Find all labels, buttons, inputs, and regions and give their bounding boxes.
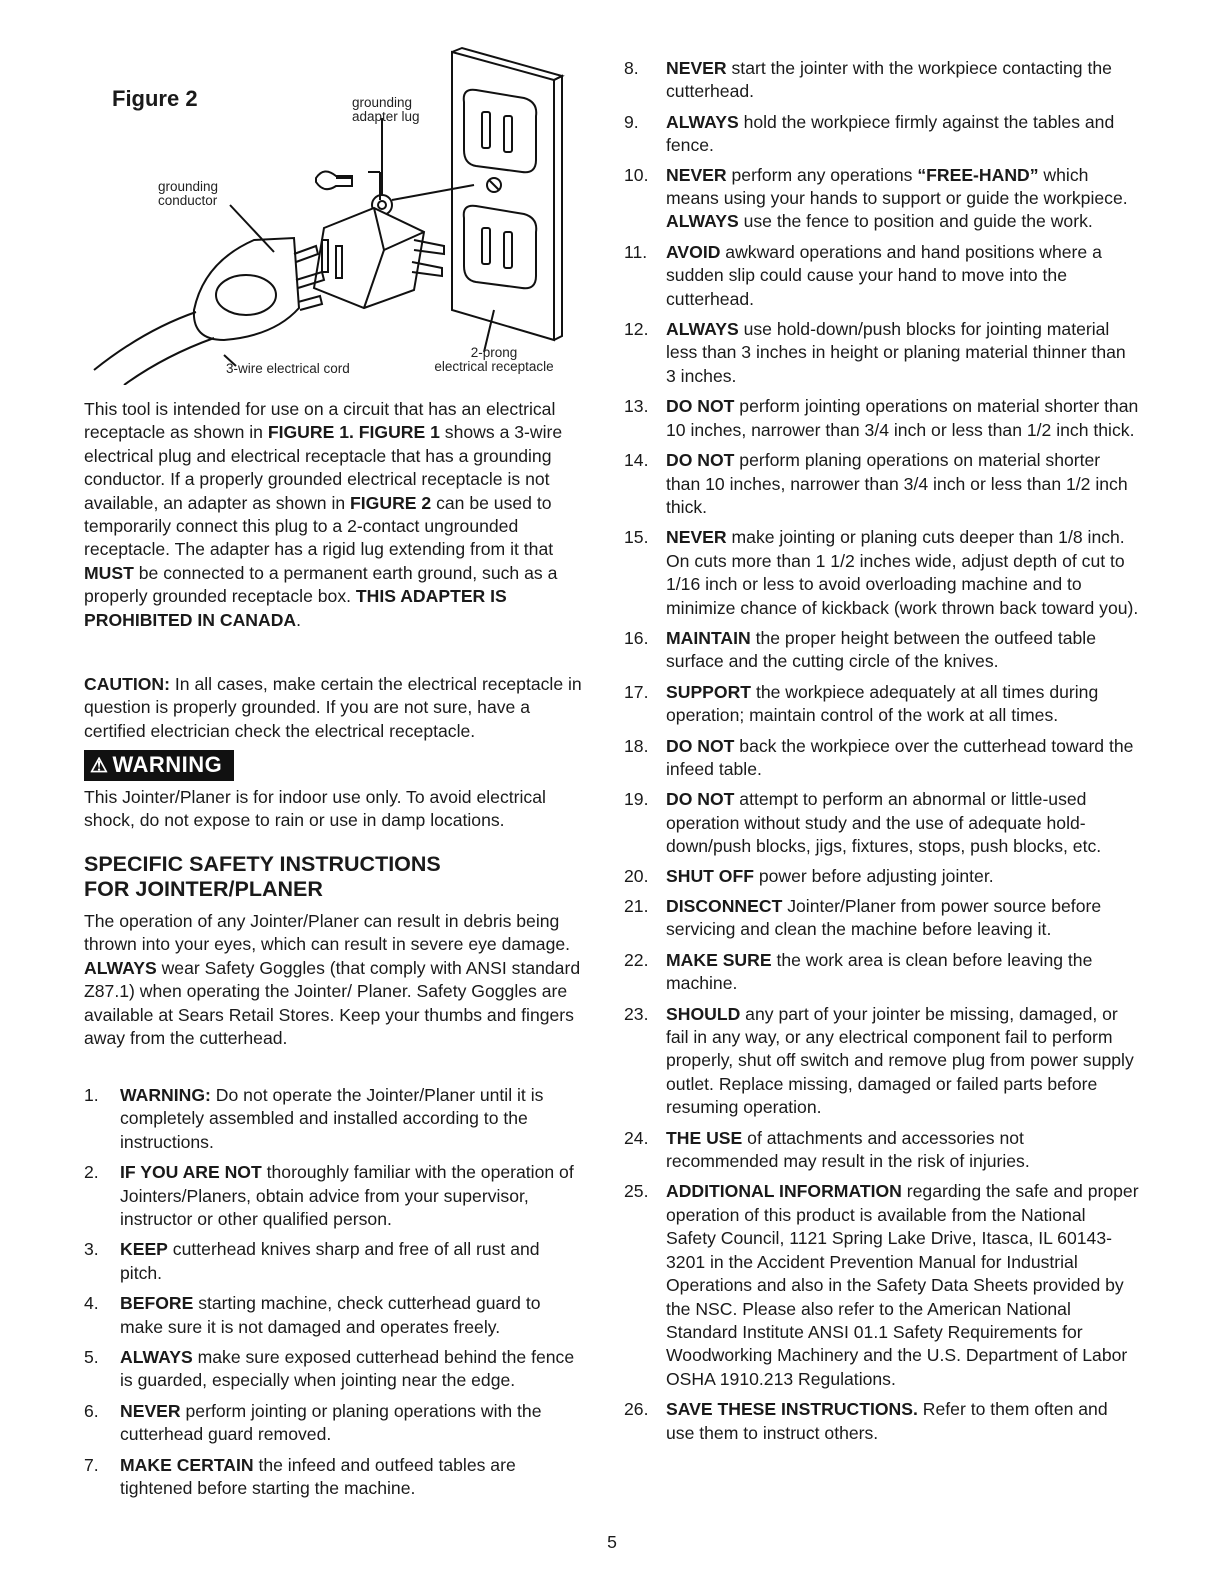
label-line: adapter lug [352, 109, 420, 124]
bold-run: DO NOT [666, 396, 735, 417]
text-run: be connected to a permanent earth ground, such as a properly grounded receptacle box. [84, 562, 558, 607]
text-run: The operation of any Jointer/Planer can result in debris being thrown into your eyes, which can result in severe eye damage. [84, 911, 571, 955]
text-run: can be used to temporarily connect this plug to a 2-contact ungrounded receptacle. The adapter has a rigid lug extending from it that [84, 492, 554, 560]
list-item-number: 26. [624, 1399, 649, 1420]
label-grounding-adapter-lug [352, 96, 420, 124]
text-run: make jointing or planing cuts deeper than 1/8 inch. On cuts more than 1 1/2 inches wide, adjust depth of cut to 1/16 inch or less to avoid overloading machine and to minimize chance of kickback (work thrown back toward you). [666, 527, 1139, 618]
text-run: any part of your jointer be missing, damaged, or fail in any way, or any electrical component fail to perform properly, shut off switch and remove plug from power supply outlet. Replace missing, damaged or failed parts before resuming operation. [666, 1003, 1134, 1118]
list-item-number: 21. [624, 896, 649, 916]
list-item [84, 1084, 586, 1154]
bold-run: DISCONNECT [666, 896, 783, 916]
list-item-number: 15. [624, 527, 649, 548]
list-item [624, 627, 1139, 674]
list-item-number: 24. [624, 1127, 649, 1148]
text-run: which means using your hands to support or guide the workpiece. [666, 164, 1128, 209]
label-line: grounding [352, 95, 413, 110]
bold-run: NEVER [666, 58, 727, 78]
bold-run: ALWAYS [666, 211, 739, 232]
label-3-wire-cord: 3-wire electrical cord [226, 361, 350, 376]
text-run: hold the workpiece firmly against the tables and fence. [666, 111, 1115, 156]
list-item-number: 4. [84, 1293, 99, 1314]
bold-run: “FREE-HAND” [917, 164, 1039, 185]
text-run: power before adjusting jointer. [753, 865, 994, 886]
warning-label: WARNING [112, 752, 223, 777]
text-run: Do not operate the Jointer/Planer until it is completely assembled and installed according to the instructions. [120, 1085, 544, 1152]
list-item-number: 10. [624, 164, 649, 185]
list-item-number: 8. [624, 58, 639, 78]
list-item-number: 22. [624, 949, 649, 970]
text-run: use hold-down/push blocks for jointing material less than 3 inches in height or planing material thinner than 3 inches. [666, 319, 1126, 386]
list-item-number: 6. [84, 1400, 99, 1421]
text-run: Refer to them often and use them to instruct others. [666, 1399, 1108, 1443]
bold-run: SHOULD [666, 1003, 741, 1024]
safety-list-left [84, 1084, 586, 1508]
list-item-number: 20. [624, 865, 649, 886]
list-item-number: 7. [84, 1454, 99, 1475]
label-line: grounding [158, 179, 219, 194]
list-item [624, 395, 1139, 442]
list-item [624, 111, 1139, 158]
list-item-number: 19. [624, 789, 649, 810]
bold-run: SHUT OFF [666, 865, 754, 886]
list-item-number: 2. [84, 1162, 99, 1183]
section-heading-line: SPECIFIC SAFETY INSTRUCTIONS [84, 852, 441, 876]
bold-run: FIGURE 2 [350, 492, 432, 513]
list-item [624, 895, 1139, 942]
figure-2 [84, 40, 586, 385]
bold-run: FIGURE 1. FIGURE 1 [267, 422, 440, 443]
bold-run: DO NOT [666, 735, 735, 756]
list-item [624, 735, 1139, 782]
text-run: cutterhead knives sharp and free of all rust and pitch. [120, 1239, 540, 1283]
text-run: This tool is intended for use on a circuit that has an electrical receptacle as shown in [84, 399, 556, 443]
list-item [84, 1238, 586, 1285]
bold-run: WARNING: [120, 1085, 211, 1105]
bold-run: BEFORE [120, 1293, 194, 1314]
bold-run: CAUTION: [84, 674, 171, 694]
bold-run: DO NOT [666, 450, 735, 471]
text-run: In all cases, make certain the electrical receptacle in question is properly grounded. If you are not sure, have a certified electrician check the electrical receptacle. [84, 674, 582, 741]
list-item-number: 18. [624, 735, 649, 756]
text-run: . [296, 609, 301, 630]
section-intro-paragraph [84, 910, 586, 1050]
bold-run: SAVE THESE INSTRUCTIONS. [666, 1399, 918, 1420]
bold-run: AVOID [666, 241, 721, 262]
warning-triangle-icon: ⚠ [90, 755, 109, 777]
bold-run: ADDITIONAL INFORMATION [666, 1181, 902, 1202]
bold-run: NEVER [120, 1400, 181, 1421]
text-run: the work area is clean before leaving the machine. [666, 949, 1093, 994]
list-item [624, 449, 1139, 519]
list-item [624, 318, 1139, 388]
text-run: the proper height between the outfeed table surface and the cutting circle of the knives. [666, 627, 1096, 672]
text-run: perform any operations [726, 164, 918, 185]
section-heading [84, 852, 586, 902]
text-run: Jointer/Planer from power source before servicing and clean the machine before leaving it. [666, 896, 1102, 940]
bold-run: SUPPORT [666, 681, 752, 702]
bold-run: KEEP [120, 1239, 168, 1260]
list-item-number: 16. [624, 627, 649, 648]
bold-run: MUST [84, 562, 134, 583]
list-item [84, 1346, 586, 1393]
list-item [624, 949, 1139, 996]
list-item [84, 1400, 586, 1447]
caution-paragraph [84, 673, 586, 743]
list-item [624, 1003, 1139, 1120]
text-run: regarding the safe and proper operation of this product is available from the National Safety Council, 1121 Spring Lake Drive, Itasca, IL 60143-3201 in the Accident Prevention Manual for Industrial Operations and also in the Safety Data Sheets provided by the NSC. Please also refer to the American National Standard Institute ANSI 01.1 Safety Requirements for Woodworking Machinery and the U.S. Department of Labor OSHA 1910.213 Regulations. [666, 1181, 1139, 1389]
bold-run: DO NOT [666, 789, 735, 810]
list-item-number: 3. [84, 1239, 99, 1260]
figure-title: Figure 2 [112, 86, 198, 111]
bold-run: NEVER [666, 527, 727, 548]
intro-paragraph [84, 398, 586, 632]
list-item-number: 13. [624, 396, 649, 417]
list-item [84, 1161, 586, 1231]
list-item [84, 1454, 586, 1501]
list-item-number: 23. [624, 1003, 649, 1024]
text-run: the workpiece adequately at all times during operation; maintain control of the work at all times. [666, 681, 1099, 726]
list-item-number: 17. [624, 681, 649, 702]
text-run: thoroughly familiar with the operation of Jointers/Planers, obtain advice from your supervisor, instructor or other qualified person. [120, 1162, 574, 1230]
list-item [624, 1398, 1139, 1445]
list-item [624, 57, 1139, 104]
text-run: make sure exposed cutterhead behind the fence is guarded, especially when jointing near the edge. [120, 1347, 575, 1391]
label-line: electrical receptacle [434, 359, 554, 374]
bold-run: NEVER [666, 164, 727, 185]
text-run: perform jointing operations on material shorter than 10 inches, narrower than 3/4 inch or less than 1/2 inch thick. [666, 396, 1139, 440]
bold-run: ALWAYS [666, 319, 739, 340]
label-line: conductor [158, 193, 218, 208]
text-run: starting machine, check cutterhead guard to make sure it is not damaged and operates freely. [120, 1293, 541, 1337]
bold-run: THIS ADAPTER IS PROHIBITED IN CANADA [84, 586, 507, 630]
list-item [624, 526, 1139, 620]
list-item-number: 25. [624, 1181, 649, 1202]
bold-run: MAINTAIN [666, 627, 751, 648]
page-number: 5 [607, 1532, 617, 1552]
bold-run: MAKE CERTAIN [120, 1454, 254, 1475]
label-line: 2-prong [470, 345, 518, 360]
warning-badge [84, 750, 234, 781]
bold-run: ALWAYS [84, 957, 157, 978]
list-item-number: 11. [624, 241, 648, 262]
bold-run: THE USE [666, 1127, 743, 1148]
text-run: attempt to perform an abnormal or little-used operation without study and the use of adequate hold-down/push blocks, jigs, fixtures, stops, push blocks, etc. [666, 789, 1102, 857]
list-item-number: 12. [624, 319, 649, 340]
list-item [624, 164, 1139, 234]
list-item-number: 5. [84, 1347, 99, 1368]
list-item [624, 865, 1139, 888]
bold-run: ALWAYS [666, 111, 739, 132]
text-run: back the workpiece over the cutterhead toward the infeed table. [666, 735, 1134, 779]
section-heading-line: FOR JOINTER/PLANER [84, 877, 323, 901]
text-run: start the jointer with the workpiece contacting the cutterhead. [666, 58, 1112, 102]
bold-run: ALWAYS [120, 1347, 193, 1368]
label-2-prong-receptacle [424, 346, 564, 374]
text-run: use the fence to position and guide the work. [738, 211, 1093, 232]
list-item [624, 241, 1139, 311]
text-run: the infeed and outfeed tables are tightened before starting the machine. [120, 1454, 516, 1499]
warning-paragraph: This Jointer/Planer is for indoor use only. To avoid electrical shock, do not expose to rain or use in damp locations. [84, 787, 546, 831]
list-item [624, 788, 1139, 858]
text-run: shows a 3-wire electrical plug and electrical receptacle that has a grounding conductor. If a properly grounded electrical receptacle is not available, an adapter as shown in [84, 422, 563, 513]
text-run: wear Safety Goggles (that comply with ANSI standard Z87.1) when operating the Jointer/ Planer. Safety Goggles are available at Sears Retail Stores. Keep your thumbs and fingers away from the cutterhead. [84, 957, 581, 1049]
list-item-number: 9. [624, 111, 639, 132]
list-item [624, 1180, 1139, 1391]
list-item [84, 1292, 586, 1339]
list-item [624, 681, 1139, 728]
bold-run: MAKE SURE [666, 949, 772, 970]
text-run: of attachments and accessories not recommended may result in the risk of injuries. [666, 1127, 1030, 1172]
text-run: awkward operations and hand positions where a sudden slip could cause your hand to move into the cutterhead. [666, 241, 1102, 309]
bold-run: IF YOU ARE NOT [120, 1162, 262, 1183]
list-item [624, 1127, 1139, 1174]
list-item-number: 14. [624, 450, 649, 471]
label-grounding-conductor [158, 180, 218, 208]
text-run: perform planing operations on material shorter than 10 inches, narrower than 3/4 inch or less than 1/2 inch thick. [666, 450, 1128, 517]
list-item-number: 1. [84, 1085, 99, 1105]
text-run: perform jointing or planing operations with the cutterhead guard removed. [120, 1400, 542, 1445]
safety-list-right [624, 57, 1139, 1445]
